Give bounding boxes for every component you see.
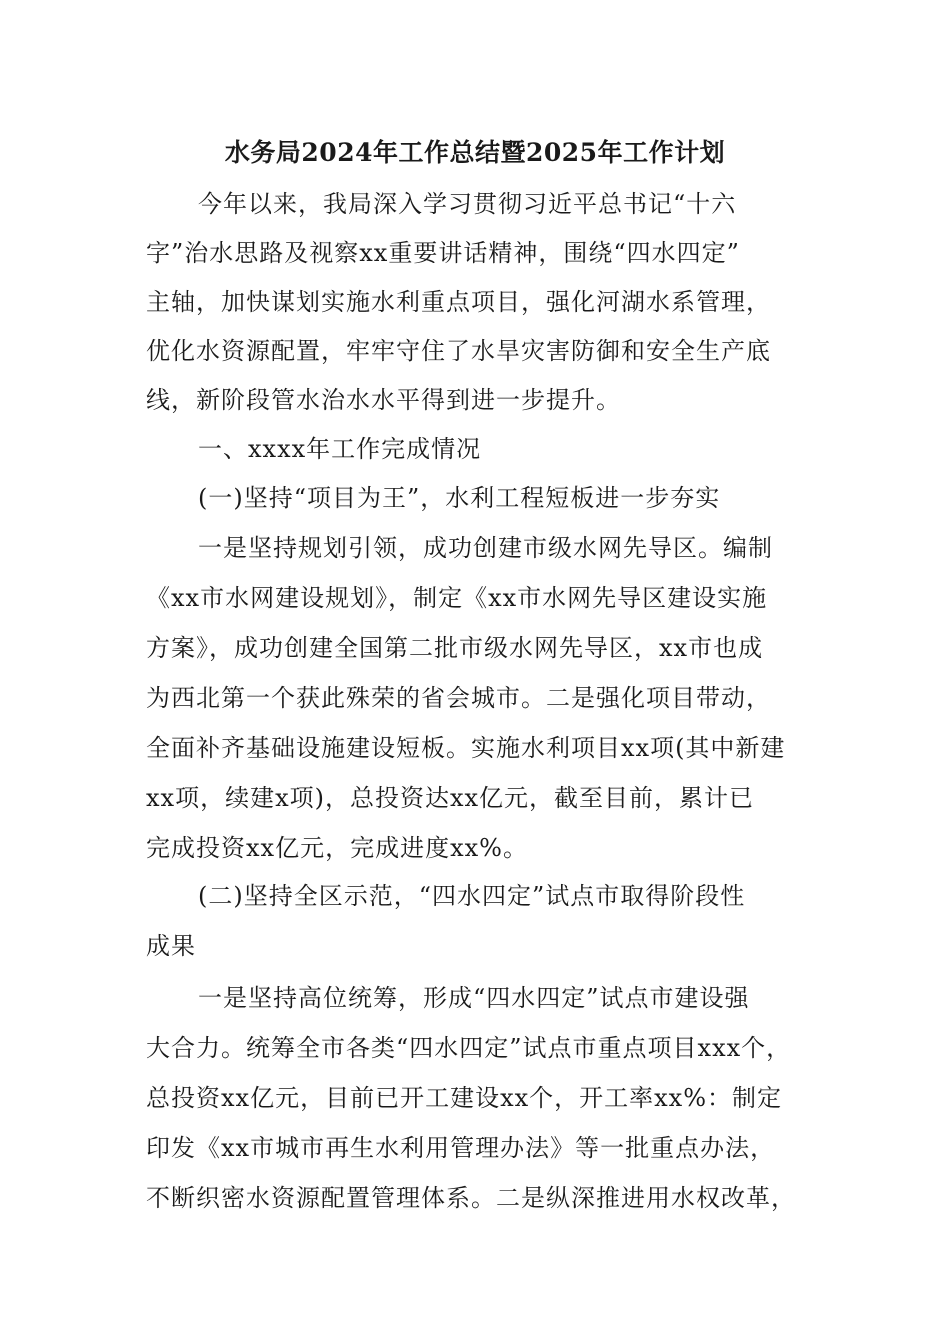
section-heading: 一、xxxx年工作完成情况: [198, 435, 482, 463]
paragraph-line: 一是坚持规划引领，成功创建市级水网先导区。编制: [198, 534, 773, 562]
subsection-heading-continued: 成果: [146, 932, 196, 960]
paragraph-line: 《xx市水网建设规划》，制定《xx市水网先导区建设实施: [146, 584, 768, 612]
paragraph-line: 不断织密水资源配置管理体系。二是纵深推进用水权改革，: [146, 1184, 796, 1212]
paragraph-line: 主轴，加快谋划实施水利重点项目，强化河湖水系管理，: [146, 288, 771, 316]
paragraph-line: 今年以来，我局深入学习贯彻习近平总书记“十六: [198, 190, 737, 218]
paragraph-line: 总投资xx亿元，目前已开工建设xx个，开工率xx%：制定: [146, 1084, 783, 1112]
subsection-heading: (一)坚持“项目为王”，水利工程短板进一步夯实: [198, 484, 721, 512]
subsection-heading: (二)坚持全区示范，“四水四定”试点市取得阶段性: [198, 882, 746, 910]
paragraph-line: 优化水资源配置，牢牢守住了水旱灾害防御和安全生产底: [146, 337, 771, 365]
paragraph-line: 字”治水思路及视察xx重要讲话精神，围绕“四水四定”: [146, 239, 740, 267]
paragraph-line: 全面补齐基础设施建设短板。实施水利项目xx项(其中新建: [146, 734, 786, 762]
paragraph-line: 方案》，成功创建全国第二批市级水网先导区，xx市也成: [146, 634, 764, 662]
paragraph-line: 线，新阶段管水治水水平得到进一步提升。: [146, 386, 621, 414]
paragraph-line: 印发《xx市城市再生水利用管理办法》等一批重点办法，: [146, 1134, 776, 1162]
paragraph-line: 一是坚持高位统筹，形成“四水四定”试点市建设强: [198, 984, 750, 1012]
paragraph-line: xx项，续建x项)，总投资达xx亿元，截至目前，累计已: [146, 784, 755, 812]
paragraph-line: 大合力。统筹全市各类“四水四定”试点市重点项目xxx个，: [146, 1034, 792, 1062]
document-title: 水务局2024年工作总结暨2025年工作计划: [224, 138, 726, 167]
paragraph-line: 完成投资xx亿元，完成进度xx%。: [146, 834, 528, 862]
paragraph-line: 为西北第一个获此殊荣的省会城市。二是强化项目带动，: [146, 684, 771, 712]
